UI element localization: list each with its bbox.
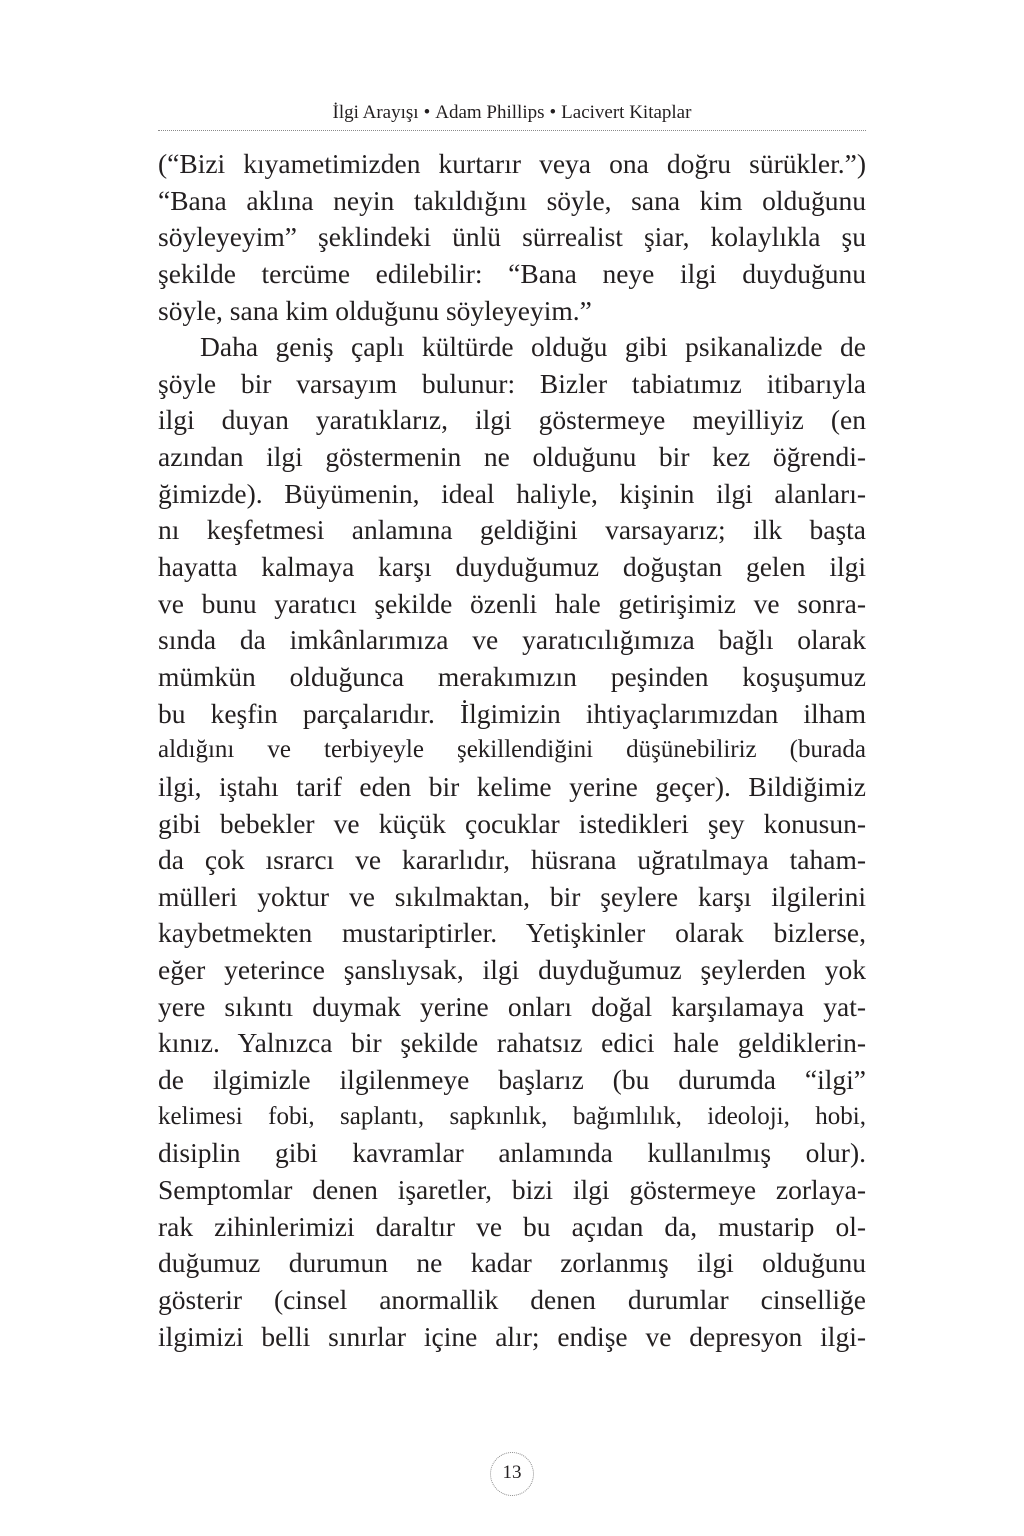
text-line: duğumuz durumun ne kadar zorlanmış ilgi olduğunu bbox=[158, 1247, 866, 1279]
text-line: “Bana aklına neyin takıldığını söyle, sana kim olduğunu bbox=[158, 184, 866, 216]
text-line: gösterir (cinsel anormallik denen durumlar cinselliğe bbox=[158, 1283, 866, 1315]
header-dotted-rule bbox=[158, 130, 866, 131]
page-number: 13 bbox=[490, 1452, 534, 1496]
body-text bbox=[158, 146, 866, 1355]
running-header bbox=[158, 98, 866, 128]
text-line: şekilde tercüme edilebilir: “Bana neye ilgi duyduğunu bbox=[158, 257, 866, 289]
author-name: Adam Phillips bbox=[435, 102, 545, 123]
text-line: ilgi duyan yaratıklarız, ilgi göstermeye meyilliyiz (en bbox=[158, 404, 866, 436]
text-line: kınız. Yalnızca bir şekilde rahatsız edici hale geldiklerin- bbox=[158, 1027, 866, 1059]
text-line: bu keşfin parçalarıdır. İlgimizin ihtiyaçlarımızdan ilham bbox=[158, 697, 866, 729]
text-line: ve bunu yaratıcı şekilde özenli hale getirişimiz ve sonra- bbox=[158, 587, 866, 619]
text-line: Daha geniş çaplı kültürde olduğu gibi psikanalizde de bbox=[200, 331, 866, 363]
text-line: (“Bizi kıyametimizden kurtarır veya ona doğru sürükler.”) bbox=[158, 148, 866, 179]
text-line: ğimizde). Büyümenin, ideal haliyle, kişinin ilgi alanları- bbox=[158, 477, 866, 509]
text-line: disiplin gibi kavramlar anlamında kullanılmış olur). bbox=[158, 1137, 866, 1169]
text-line: de ilgimizle ilgilenmeye başlarız (bu durumda “ilgi” bbox=[158, 1064, 866, 1096]
publisher-name: Lacivert Kitaplar bbox=[561, 102, 692, 123]
header-separator: • bbox=[423, 102, 431, 123]
text-line: yere sıkıntı duymak yerine onları doğal karşılamaya yat- bbox=[158, 990, 866, 1022]
book-title: İlgi Arayışı bbox=[332, 102, 419, 123]
text-line: eğer yeterince şanslıysak, ilgi duyduğumuz şeylerden yok bbox=[158, 954, 866, 986]
text-line: da çok ısrarcı ve kararlıdır, hüsrana uğratılmaya taham- bbox=[158, 844, 866, 876]
text-line: söyleyeyim” şeklindeki ünlü sürrealist şiar, kolaylıkla şu bbox=[158, 221, 866, 253]
header-separator: • bbox=[549, 102, 557, 123]
text-line: gibi bebekler ve küçük çocuklar istedikleri şey konusun- bbox=[158, 807, 866, 839]
text-line: mümkün olduğunca merakımızın peşinden koşuşumuz bbox=[158, 660, 866, 692]
text-line: kaybetmekten mustariptirler. Yetişkinler olarak bizlerse, bbox=[158, 917, 866, 949]
text-line: sında da imkânlarımıza ve yaratıcılığımıza bağlı olarak bbox=[158, 624, 866, 656]
text-line: rak zihinlerimizi daraltır ve bu açıdan da, mustarip ol- bbox=[158, 1210, 866, 1242]
text-line: ilgimizi belli sınırlar içine alır; endişe ve depresyon ilgi- bbox=[158, 1320, 866, 1352]
text-line: Semptomlar denen işaretler, bizi ilgi göstermeye zorlaya- bbox=[158, 1173, 866, 1205]
text-line: kelimesi fobi, saplantı, sapkınlık, bağımlılık, ideoloji, hobi, bbox=[158, 1102, 866, 1130]
text-line: şöyle bir varsayım bulunur: Bizler tabiatımız itibarıyla bbox=[158, 367, 866, 399]
text-line: hayatta kalmaya karşı duyduğumuz doğuştan gelen ilgi bbox=[158, 551, 866, 583]
text-line: söyle, sana kim olduğunu söyleyeyim.” bbox=[158, 294, 592, 326]
text-line: nı keşfetmesi anlamına geldiğini varsayarız; ilk başta bbox=[158, 514, 866, 546]
text-line: aldığını ve terbiyeyle şekillendiğini düşünebiliriz (burada bbox=[158, 736, 866, 764]
text-line: azından ilgi göstermenin ne olduğunu bir kez öğrendi- bbox=[158, 441, 866, 473]
text-line: ilgi, iştahı tarif eden bir kelime yerine geçer). Bildiğimiz bbox=[158, 770, 866, 802]
text-line: mülleri yoktur ve sıkılmaktan, bir şeylere karşı ilgilerini bbox=[158, 880, 866, 912]
